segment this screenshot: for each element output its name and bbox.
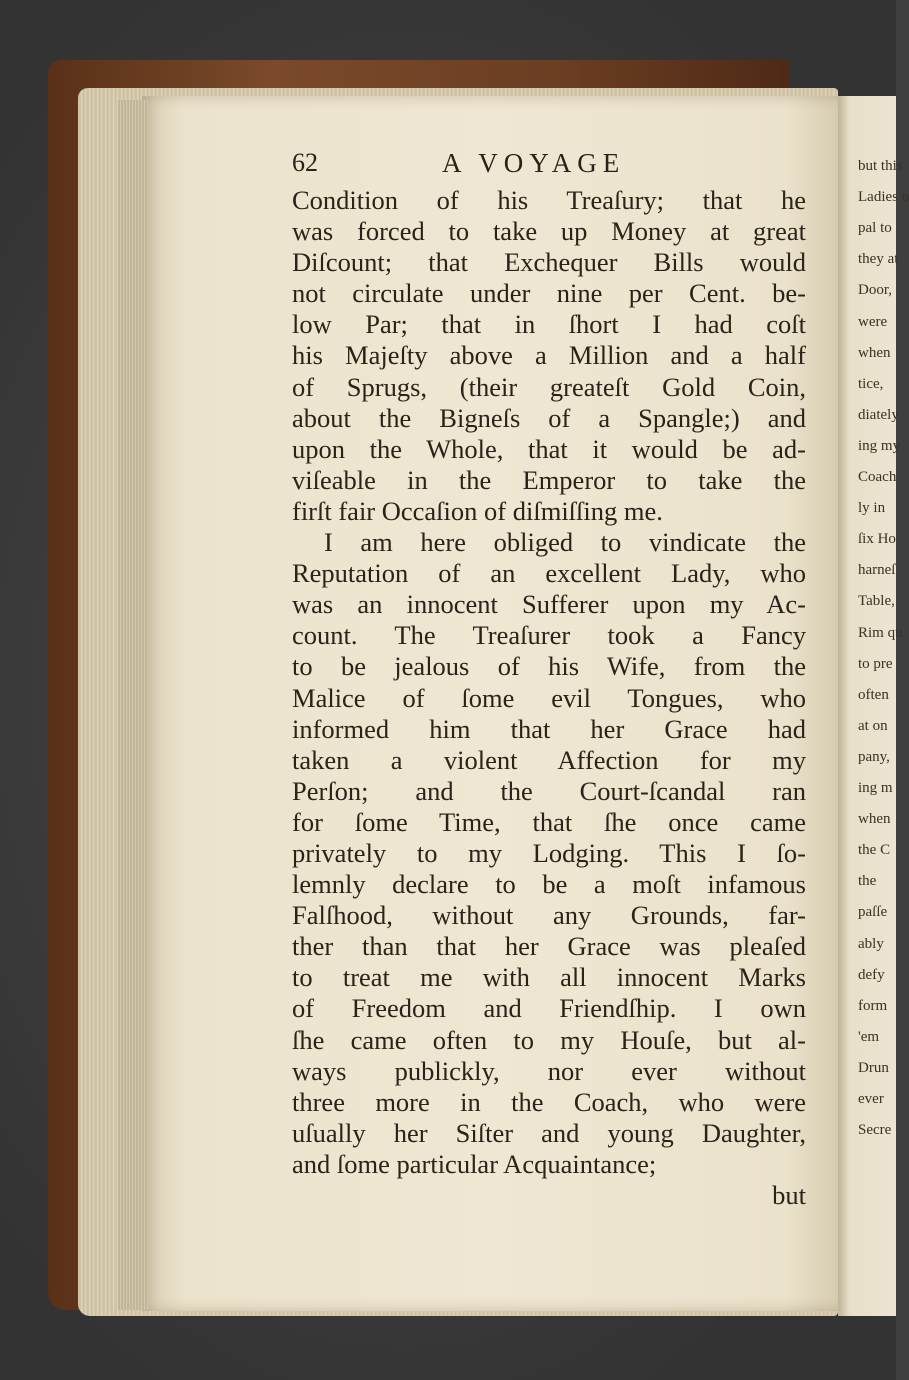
facing-page-fragment: ing my [858, 437, 901, 454]
facing-page-fragment: form [858, 997, 888, 1014]
facing-page-fragment: were [858, 313, 888, 330]
text-line: Falſhood, without any Grounds, far- [292, 900, 806, 931]
text-line: to treat me with all innocent Marks [292, 962, 806, 993]
text-line: three more in the Coach, who were [292, 1086, 806, 1117]
facing-page-fragment: Secre [858, 1122, 892, 1139]
text-line: ther than that her Grace was pleaſed [292, 931, 806, 962]
page-header [292, 148, 812, 188]
text-line: Condition of his Treaſury; that he [292, 185, 806, 215]
text-line: was an innocent Sufferer upon my Ac- [292, 589, 806, 620]
facing-page-fragment: Door, [858, 282, 892, 299]
facing-page-fragment: ſix Ho [858, 531, 896, 548]
text-line: viſeable in the Emperor to take the [292, 464, 806, 495]
text-line: not circulate under nine per Cent. be- [292, 278, 806, 309]
text-line: firſt fair Occaſion of diſmiſſing me. [292, 495, 663, 526]
facing-page-fragment: often [858, 686, 889, 703]
facing-page-fragment: when [858, 344, 891, 361]
text-line: Perſon; and the Court-ſcandal ran [292, 775, 806, 806]
text-line: taken a violent Affection for my [292, 744, 806, 775]
facing-page-fragment: but this [858, 158, 903, 174]
text-line: of Sprugs, (their greateſt Gold Coin, [292, 371, 806, 402]
facing-page-fragment: diately [858, 406, 899, 423]
facing-page-fragment: to pre [858, 655, 893, 672]
text-line: uſually her Siſter and young Daughter, [292, 1117, 806, 1148]
facing-page-fragment: harneſ [858, 562, 896, 579]
text-line: count. The Treaſurer took a Fancy [292, 620, 806, 651]
facing-page-fragment: they at [858, 251, 899, 268]
text-line: for ſome Time, that ſhe once came [292, 806, 806, 837]
text-line: Malice of ſome evil Tongues, who [292, 682, 806, 713]
facing-page-fragment: ly in [858, 500, 886, 517]
facing-page-fragment: the [858, 873, 877, 890]
text-line: low Par; that in ſhort I had coſt [292, 309, 806, 340]
facing-page-fragment: ever [858, 1091, 884, 1107]
facing-page-fragment: at on [858, 717, 888, 734]
text-line: Diſcount; that Exchequer Bills would [292, 247, 806, 278]
folio-number: 62 [292, 148, 318, 177]
page-edges [118, 100, 148, 1310]
text-line: was forced to take up Money at great [292, 216, 806, 247]
facing-page-fragment: pany, [858, 748, 890, 765]
facing-page-fragment: the C [858, 842, 891, 859]
facing-page-fragment: defy [858, 966, 885, 983]
text-line: ways publickly, nor ever without [292, 1055, 806, 1086]
facing-page [838, 96, 909, 1316]
running-head: A VOYAGE [442, 148, 626, 178]
text-line: lemnly declare to be a moſt infamous [292, 869, 806, 900]
facing-page-fragment: Table, [858, 593, 895, 610]
text-line: to be jealous of his Wife, from the [292, 651, 806, 682]
facing-page-fragment: Drun [858, 1059, 889, 1076]
text-line: upon the Whole, that it would be ad- [292, 433, 806, 464]
facing-page-fragment: ing m [858, 780, 893, 796]
facing-page-fragment: Coach [858, 469, 897, 485]
body-text [292, 185, 806, 1211]
facing-page-fragment: ably [858, 935, 884, 952]
text-line: his Majeſty above a Million and a half [292, 340, 806, 371]
facing-page-fragment: Ladies o [858, 189, 909, 206]
text-line: of Freedom and Friendſhip. I own [292, 993, 806, 1024]
text-line: Reputation of an excellent Lady, who [292, 558, 806, 589]
facing-page-fragment: tice, [858, 375, 884, 392]
text-line: ſhe came often to my Houſe, but al- [292, 1024, 806, 1055]
catchword: but [772, 1180, 806, 1210]
facing-page-fragment: Rim qu [858, 624, 903, 641]
text-line: about the Bigneſs of a Spangle;) and [292, 402, 806, 433]
text-line: privately to my Lodging. This I ſo- [292, 837, 806, 868]
text-line: informed him that her Grace had [292, 713, 806, 744]
facing-page-fragment: 'em [858, 1028, 880, 1045]
facing-page-fragment: pal to [858, 220, 892, 237]
text-line: and ſome particular Acquaintance; [292, 1148, 657, 1179]
facing-page-fragment: paſſe [858, 904, 888, 921]
facing-page-fragment: when [858, 811, 891, 828]
text-line: I am here obliged to vindicate the [324, 527, 806, 558]
